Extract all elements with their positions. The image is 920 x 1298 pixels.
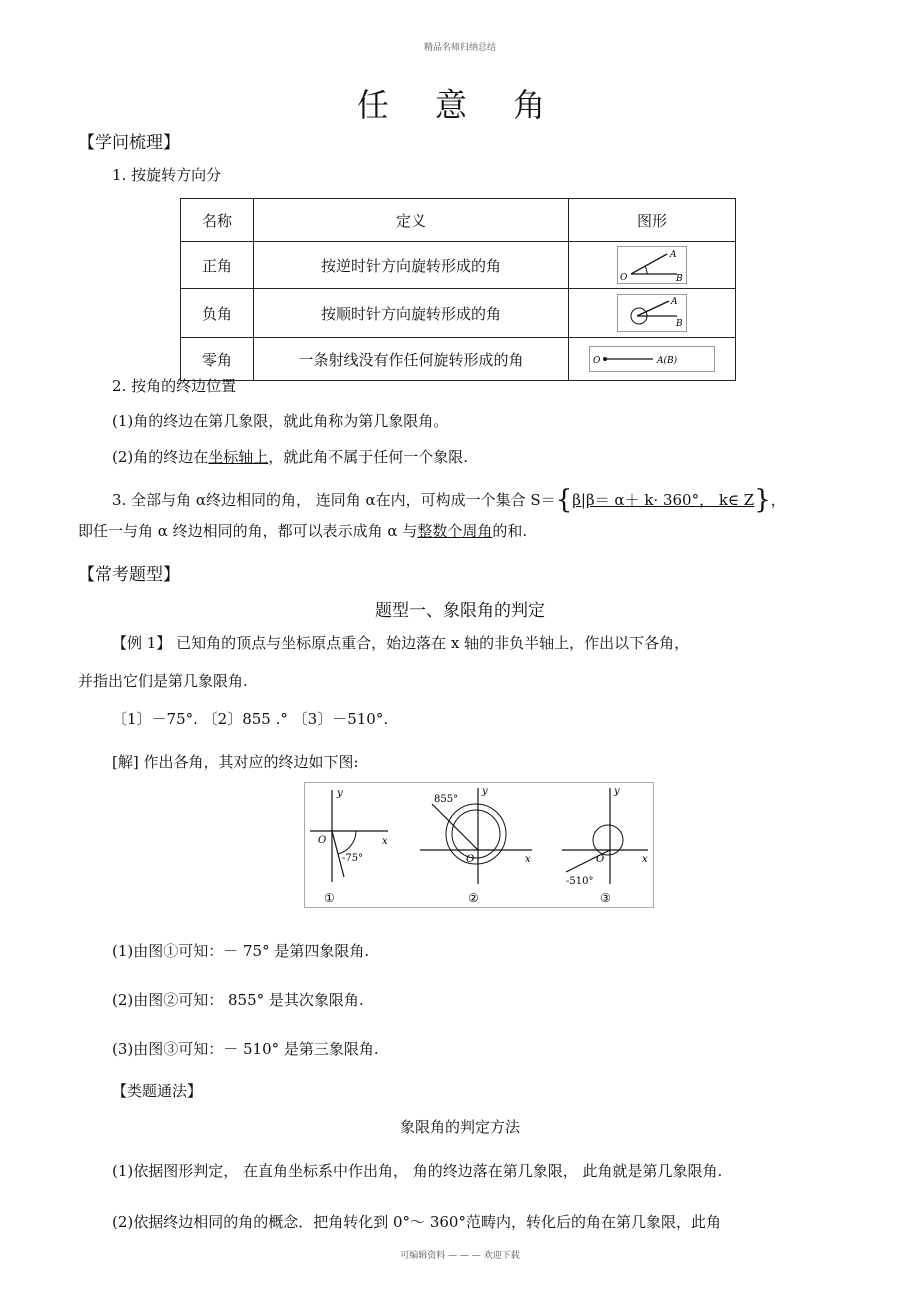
fig-label: A: [670, 250, 677, 260]
topic-title: 题型一、象限角的判定: [375, 601, 545, 621]
figure-1: [310, 788, 388, 905]
fig-label: O: [593, 356, 601, 366]
table-header-row: [181, 199, 736, 242]
table-cell-name: 零角: [181, 338, 254, 381]
table-row: [181, 242, 736, 289]
zero-angle-figure: [589, 346, 715, 372]
example-line-2: 并指出它们是第几象限角.: [78, 672, 248, 690]
section-method: 【类题通法】: [112, 1082, 203, 1100]
item-2-1: (1)角的终边在第几象限，就此角称为第几象限角。: [112, 412, 449, 430]
item-3: 3. 全部与角 α终边相同的角， 连同角 α在内，可构成一个集合 S＝{β|β＝ α＋ k· 360°， k∈ Z}，: [112, 485, 786, 515]
solution-intro: [解] 作出各角，其对应的终边如下图:: [112, 753, 359, 771]
example-line-3: 〔1〕－75°. 〔2〕855 .° 〔3〕－510°.: [112, 710, 389, 728]
table-row: [181, 338, 736, 381]
table-cell-figure: [569, 289, 736, 338]
item-1: 1. 按旋转方向分: [112, 166, 222, 184]
fig-number: ③: [600, 891, 611, 905]
method-1: (1)依据图形判定， 在直角坐标系中作出角， 角的终边落在第几象限， 此角就是第几象限角.: [112, 1162, 723, 1180]
section-knowledge: 【学问梳理】: [78, 133, 180, 153]
table-cell-def: 按顺时针方向旋转形成的角: [254, 289, 569, 338]
table-cell-def: 按逆时针方向旋转形成的角: [254, 242, 569, 289]
fig-label: A: [671, 297, 678, 307]
angles-figure: [304, 782, 654, 908]
fig-axis-label: x: [642, 854, 648, 865]
fig-angle-label: -510°: [566, 876, 594, 887]
fig-origin-label: O: [318, 835, 327, 846]
table-cell-figure: [569, 242, 736, 289]
answer-1: (1)由图①可知：－ 75° 是第四象限角.: [112, 942, 370, 960]
method-title: 象限角的判定方法: [399, 1118, 520, 1136]
page-header: 精品名师归纳总结: [423, 43, 496, 53]
item-2-2: (2)角的终边在坐标轴上，就此角不属于任何一个象限.: [112, 448, 469, 466]
positive-angle-figure: [617, 246, 687, 284]
answer-2: (2)由图②可知： 855° 是其次象限角.: [112, 991, 364, 1009]
figure-3: [562, 786, 648, 905]
fig-axis-label: y: [337, 788, 343, 799]
page-footer: 可编辑资料 — — — 欢迎下载: [400, 1251, 520, 1261]
fig-label: B: [676, 319, 683, 329]
table-header: 图形: [569, 199, 736, 242]
example-line-1: 【例 1】 已知角的顶点与坐标原点重合，始边落在 x 轴的非负半轴上，作出以下各角，: [112, 634, 690, 652]
fig-origin-label: O: [466, 854, 475, 865]
fig-axis-label: y: [614, 786, 620, 797]
table-header: 定义: [254, 199, 569, 242]
table-header: 名称: [181, 199, 254, 242]
item-2: 2. 按角的终边位置: [112, 377, 237, 395]
fig-angle-label: 855°: [434, 794, 459, 805]
fig-label: O: [620, 273, 628, 283]
fig-origin-label: O: [596, 854, 605, 865]
item-3-continued: 即任一与角 α 终边相同的角，都可以表示成角 α 与整数个周角的和.: [78, 522, 528, 540]
table-cell-name: 正角: [181, 242, 254, 289]
table-row: [181, 289, 736, 338]
fig-axis-label: x: [525, 854, 531, 865]
table-cell-name: 负角: [181, 289, 254, 338]
fig-axis-label: x: [382, 836, 388, 847]
fig-label: A(B): [657, 356, 678, 366]
fig-axis-label: y: [482, 786, 488, 797]
angle-type-table: [180, 198, 736, 381]
figure-2: [420, 786, 532, 905]
section-common: 【常考题型】: [78, 565, 180, 585]
fig-label: B: [676, 274, 683, 284]
page-title: 任 意 角: [356, 86, 564, 124]
table-cell-def: 一条射线没有作任何旋转形成的角: [254, 338, 569, 381]
answer-3: (3)由图③可知：－ 510° 是第三象限角.: [112, 1040, 379, 1058]
table-cell-figure: [569, 338, 736, 381]
fig-angle-label: -75°: [342, 853, 364, 864]
method-2: (2)依据终边相同的角的概念．把角转化到 0°～ 360°范畴内，转化后的角在第几象限，此角: [112, 1213, 721, 1231]
fig-number: ①: [324, 891, 335, 905]
set-expression: β|β＝ α＋ k· 360°， k∈ Z: [572, 491, 755, 509]
fig-number: ②: [468, 891, 479, 905]
negative-angle-figure: [617, 294, 687, 332]
